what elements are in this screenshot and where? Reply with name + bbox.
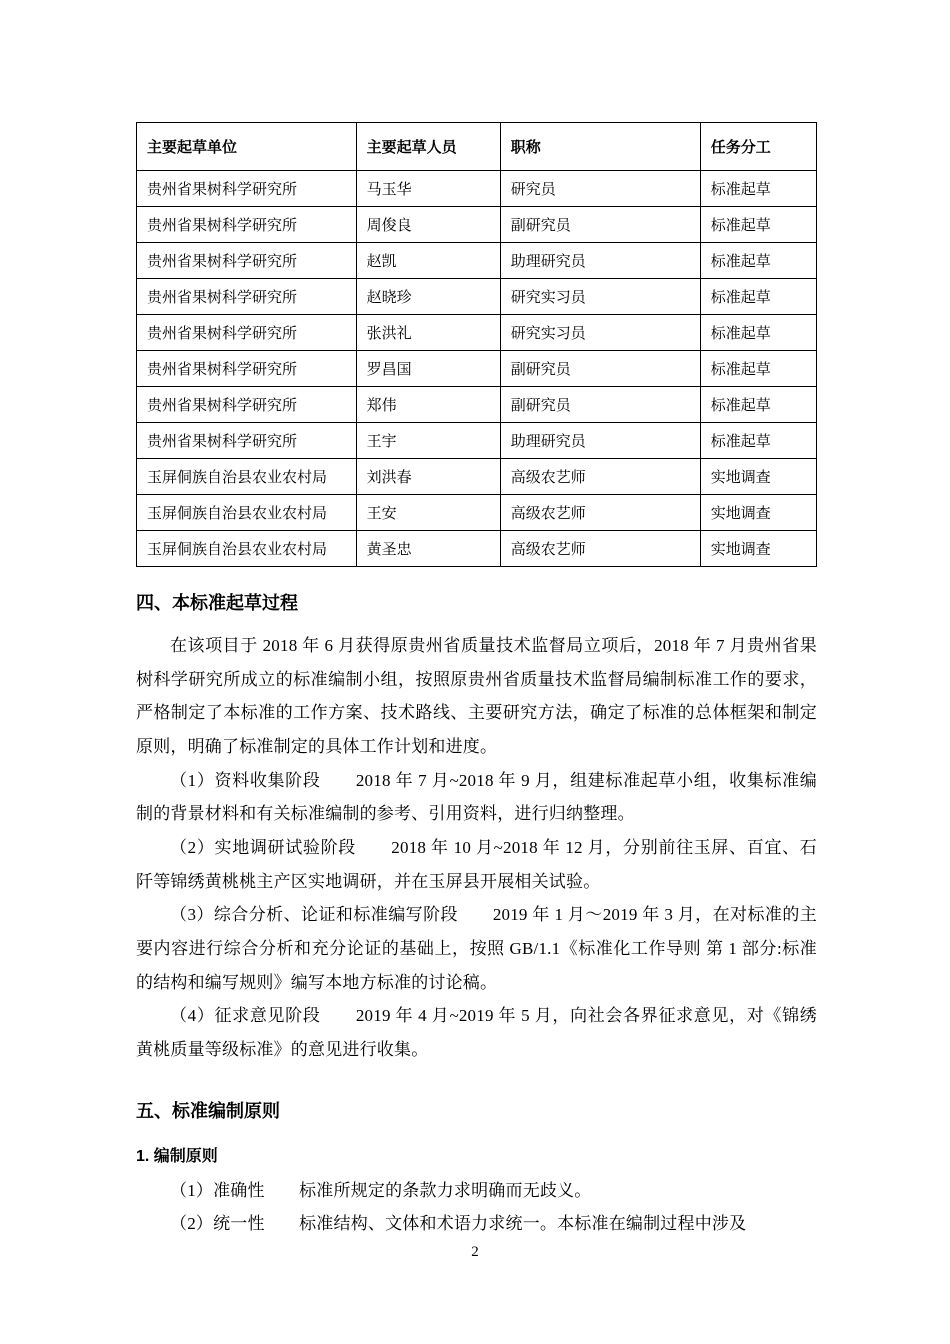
table-row — [137, 279, 817, 315]
cell-title: 高级农艺师 — [500, 459, 700, 495]
cell-unit: 贵州省果树科学研究所 — [137, 423, 357, 459]
table-row — [137, 351, 817, 387]
document-content — [136, 122, 817, 1241]
section-drafting-process — [136, 589, 817, 1067]
cell-task: 实地调查 — [700, 459, 816, 495]
cell-task: 标准起草 — [700, 207, 816, 243]
table-row — [137, 315, 817, 351]
cell-task: 标准起草 — [700, 315, 816, 351]
cell-unit: 贵州省果树科学研究所 — [137, 207, 357, 243]
cell-person: 张洪礼 — [356, 315, 500, 351]
cell-person: 赵凯 — [356, 243, 500, 279]
table-row — [137, 495, 817, 531]
cell-person: 马玉华 — [356, 171, 500, 207]
table-row — [137, 423, 817, 459]
drafting-units-table — [136, 122, 817, 567]
cell-title: 高级农艺师 — [500, 495, 700, 531]
table-row — [137, 387, 817, 423]
section-compilation-principles — [136, 1097, 817, 1241]
cell-title: 研究员 — [500, 171, 700, 207]
cell-unit: 玉屏侗族自治县农业农村局 — [137, 495, 357, 531]
page-number: 2 — [471, 1244, 479, 1260]
paragraph-stage-2: （2）实地调研试验阶段 2018 年 10 月~2018 年 12 月，分别前往玉屏、百宜、石阡等锦绣黄桃桃主产区实地调研，并在玉屏县开展相关试验。 — [136, 837, 817, 891]
table-row — [137, 171, 817, 207]
cell-task: 实地调查 — [700, 531, 816, 567]
cell-unit: 贵州省果树科学研究所 — [137, 387, 357, 423]
cell-title: 助理研究员 — [500, 243, 700, 279]
table-header-person: 主要起草人员 — [356, 123, 500, 171]
paragraph-principle-1: （1）准确性 标准所规定的条款力求明确而无歧义。 — [170, 1180, 592, 1200]
cell-task: 标准起草 — [700, 423, 816, 459]
cell-title: 高级农艺师 — [500, 531, 700, 567]
subsection-heading-principles: 1. 编制原则 — [136, 1147, 218, 1165]
cell-person: 周俊良 — [356, 207, 500, 243]
paragraph-principle-2: （2）统一性 标准结构、文体和术语力求统一。本标准在编制过程中涉及 — [170, 1214, 747, 1234]
cell-title: 副研究员 — [500, 387, 700, 423]
cell-unit: 贵州省果树科学研究所 — [137, 171, 357, 207]
table-row — [137, 531, 817, 567]
table-row — [137, 459, 817, 495]
cell-task: 标准起草 — [700, 387, 816, 423]
cell-task: 标准起草 — [700, 279, 816, 315]
cell-task: 实地调查 — [700, 495, 816, 531]
cell-title: 副研究员 — [500, 207, 700, 243]
cell-title: 研究实习员 — [500, 279, 700, 315]
cell-task: 标准起草 — [700, 351, 816, 387]
cell-task: 标准起草 — [700, 243, 816, 279]
paragraph-overview: 在该项目于 2018 年 6 月获得原贵州省质量技术监督局立项后，2018 年 7 月贵州省果树科学研究所成立的标准编制小组，按照原贵州省质量技术监督局编制标准工作的要求，严格制定了本标准的工作方案、技术路线、主要研究方法，确定了标准的总体框架和制定原则，明确了标准制定的具体工作计划和进度。 — [136, 636, 817, 756]
cell-person: 王安 — [356, 495, 500, 531]
paragraph-stage-1: （1）资料收集阶段 2018 年 7 月~2018 年 9 月，组建标准起草小组，收集标准编制的背景材料和有关标准编制的参考、引用资料，进行归纳整理。 — [136, 770, 817, 824]
cell-unit: 玉屏侗族自治县农业农村局 — [137, 531, 357, 567]
cell-unit: 贵州省果树科学研究所 — [137, 315, 357, 351]
cell-unit: 玉屏侗族自治县农业农村局 — [137, 459, 357, 495]
cell-person: 赵晓珍 — [356, 279, 500, 315]
cell-person: 刘洪春 — [356, 459, 500, 495]
cell-unit: 贵州省果树科学研究所 — [137, 351, 357, 387]
cell-person: 罗昌国 — [356, 351, 500, 387]
cell-unit: 贵州省果树科学研究所 — [137, 243, 357, 279]
cell-unit: 贵州省果树科学研究所 — [137, 279, 357, 315]
cell-person: 王宇 — [356, 423, 500, 459]
paragraph-stage-4: （4）征求意见阶段 2019 年 4 月~2019 年 5 月，向社会各界征求意见，对《锦绣黄桃质量等级标准》的意见进行收集。 — [136, 1006, 817, 1059]
section-heading-4: 四、本标准起草过程 — [136, 593, 298, 613]
cell-person: 郑伟 — [356, 387, 500, 423]
table-header-task: 任务分工 — [700, 123, 816, 171]
table-header-unit: 主要起草单位 — [137, 123, 357, 171]
table-row — [137, 243, 817, 279]
paragraph-stage-3: （3）综合分析、论证和标准编写阶段 2019 年 1 月～2019 年 3 月，在对标准的主要内容进行综合分析和充分论证的基础上，按照 GB/1.1《标准化工作导则 第 1 部分:标准的结构和编写规则》编写本地方标准的讨论稿。 — [136, 905, 817, 992]
cell-title: 研究实习员 — [500, 315, 700, 351]
section-heading-5: 五、标准编制原则 — [136, 1100, 280, 1121]
table-header-title: 职称 — [500, 123, 700, 171]
table-header-row — [137, 123, 817, 171]
cell-person: 黄圣忠 — [356, 531, 500, 567]
cell-task: 标准起草 — [700, 171, 816, 207]
table-row — [137, 207, 817, 243]
cell-title: 助理研究员 — [500, 423, 700, 459]
cell-title: 副研究员 — [500, 351, 700, 387]
